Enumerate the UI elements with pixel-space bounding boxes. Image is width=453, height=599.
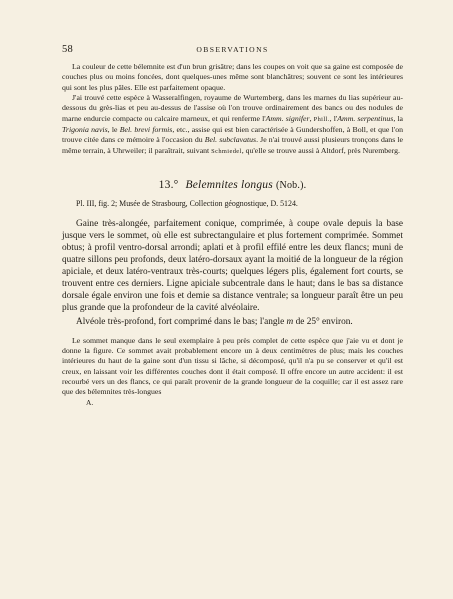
section-author: (Nob.).	[276, 180, 307, 192]
text-run: J'ai trouvé cette espèce à Wasseralfingen, royaume de Wurtemberg, dans les marnes du lias supérieur au-dessous du grès-lias et peu au-dessus de l'assise où l'on trouve ordinairement des bancs ou des nodules de marne endurcie compacte ou calcaire marneux, et qui renferme l'	[62, 93, 403, 123]
paragraph-locality	[62, 93, 403, 157]
paragraph-description	[62, 218, 403, 314]
text-run: , qu'elle se trouve aussi à Altdorf, près Nuremberg.	[241, 145, 400, 155]
species-name: Bel. subclavatus	[204, 135, 257, 145]
text-run: Alvéole très-profond, fort comprimé dans le bas; l'angle	[76, 317, 287, 328]
text-run: , l'	[329, 113, 338, 123]
text-run: , la	[393, 113, 404, 123]
section-number: 13.°	[158, 179, 179, 192]
text-run: ,	[309, 113, 314, 123]
author-name: Schmiedel	[211, 147, 242, 155]
species-name: Trigonia navis	[62, 125, 108, 135]
paragraph-note	[62, 336, 403, 398]
text-run: de 25° environ.	[293, 317, 353, 328]
section-title	[62, 178, 403, 193]
text-run: , etc., assise qui est bien caractérisée à Gundershoffen, à Boll, et que l'on trouve citée dans ce mémoire à l'occasion du	[62, 125, 403, 145]
text-run: . Je n'ai trouvé aussi plusieurs tronçons dans le même terrain, à Uhrweiler; il paraîtrait, suivant	[62, 135, 403, 155]
species-name: Amm. signifer	[265, 113, 310, 123]
author-name: Phill.	[313, 115, 330, 123]
paragraph-alveole	[62, 316, 403, 328]
species-name: Bel. brevi formis	[119, 125, 173, 135]
running-title: OBSERVATIONS	[196, 45, 269, 54]
text-run: , le	[107, 125, 120, 135]
plate-reference: Pl. III, fig. 2; Musée de Strasbourg, Collection géognostique, D. 5124.	[76, 199, 298, 209]
species-name: Amm. serpentinus	[337, 113, 394, 123]
paragraph-color	[62, 62, 403, 93]
section-species-name: Belemnites longus	[185, 179, 273, 192]
paragraph-color-text: La couleur de cette bélemnite est d'un brun grisâtre; dans les coupes on voit que sa gaine est composée de couches plus ou moins foncées, dont quelques-unes même sont blanchâtres; souvent ce sont les intérieures qui sont les plus pâles. Elle est parfaitement opaque.	[62, 62, 403, 92]
paragraph-note-text: Le sommet manque dans le seul exemplaire à peu près complet de cette espèce que j'aie vu et dont je donne la figure. Ce sommet avait probablement encore un à deux centimètres de plus; mais les couches intérieures du haut de la gaine sont d'un tissu si lâche, si décomposé, qu'il n'a pu se conserver et qu'il est creux, en laissant voir les différentes couches dont il était composé. Il offre encore un autre accident: il est recourbé vers un des flancs, ce qui paraît provenir de la grande longueur de la coquille; car il est assez rare que des bélemnites très-longues	[62, 335, 403, 397]
page-header	[62, 44, 403, 58]
signature-mark: A.	[86, 397, 94, 407]
page-number: 58	[62, 44, 74, 55]
angle-label: m	[286, 317, 294, 328]
paragraph-description-text: Gaine très-alongée, parfaitement conique, comprimée, à coupe ovale depuis la base jusque vers le sommet, où elle est subrectangulaire et plus fortement comprimée. Sommet obtus; à profil ventro-dorsal arrondi; aplati et à profil effilé entre les deux flancs; muni de quatre sillons peu profonds, deux latéro-dorsaux ayant la moitié de la longueur de la région apiciale, et deux latéro-ventraux très-courts; quelques légers plis, également fort courts, se trouvent entre ces derniers. Ligne apiciale subcentrale dans le haut; dans le bas sa distance dorsale égale environ une fois et demie sa distance ventrale; sa longueur paraît être un peu plus grande que la profondeur de la cavité alvéolaire.	[62, 219, 403, 314]
